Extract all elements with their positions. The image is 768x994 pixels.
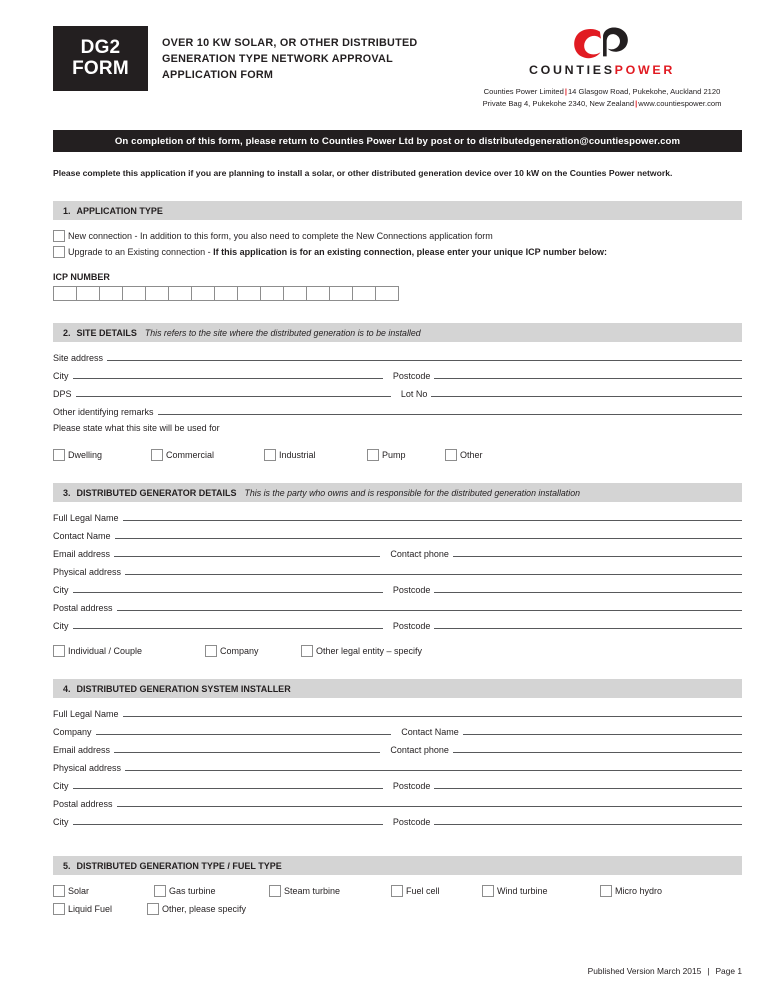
checkbox-label: Gas turbine (169, 886, 216, 897)
icp-cell[interactable] (237, 286, 261, 301)
checkbox-individual-couple[interactable] (53, 645, 65, 657)
page-footer (588, 966, 742, 976)
checkbox-label: Fuel cell (406, 886, 440, 897)
page-title: OVER 10 KW SOLAR, OR OTHER DISTRIBUTED GENERATION TYPE NETWORK APPROVAL APPLICATION FORM (162, 37, 418, 81)
checkbox-option[interactable] (53, 645, 205, 657)
field-label: Full Legal Name (53, 709, 119, 720)
checkbox-liquid-fuel[interactable] (53, 903, 65, 915)
icp-cell[interactable] (260, 286, 284, 301)
generator-detail-row (53, 548, 742, 566)
checkbox-option[interactable] (151, 449, 264, 461)
option-new-connection-label: New connection - In addition to this form, you also need to complete the New Connections application form (68, 231, 493, 242)
generator-detail-row (53, 620, 742, 638)
field-label: Site address (53, 353, 104, 364)
generator-detail-row (53, 584, 742, 602)
checkbox-label: Liquid Fuel (68, 904, 113, 915)
checkbox-option[interactable] (445, 449, 483, 461)
option-upgrade-connection[interactable] (53, 246, 742, 260)
field-input-other-identifying-remarks[interactable] (158, 406, 742, 415)
installer-detail-row (53, 726, 742, 744)
field-input-city[interactable] (73, 370, 383, 379)
company-address (462, 86, 742, 110)
website-url[interactable]: www.countiespower.com (638, 99, 722, 109)
field-input-city[interactable] (73, 780, 383, 789)
section-1-body (53, 220, 742, 301)
checkbox-wind-turbine[interactable] (482, 885, 494, 897)
postal-address: Private Bag 4, Pukekohe 2340, New Zealand (482, 99, 635, 109)
field-label: City (53, 781, 69, 792)
section-2-body (53, 342, 742, 461)
checkbox-label: Individual / Couple (68, 646, 143, 657)
generator-detail-row (53, 512, 742, 530)
street-address: 14 Glasgow Road, Pukekohe, Auckland 2120 (567, 87, 721, 97)
form-code-line2: FORM (72, 57, 129, 79)
field-input-company[interactable] (96, 726, 392, 735)
wordmark-counties: COUNTIES (529, 63, 615, 77)
footer-separator-icon: | (707, 966, 710, 976)
section-2-name: SITE DETAILS (76, 327, 137, 338)
checkbox-label: Other, please specify (162, 904, 247, 915)
section-2-number: 2. (63, 327, 71, 338)
checkbox-pump[interactable] (367, 449, 379, 461)
section-3-number: 3. (63, 487, 71, 498)
field-input-postcode[interactable] (434, 370, 742, 379)
section-3-name: DISTRIBUTED GENERATOR DETAILS (76, 487, 237, 498)
field-label: Contact phone (390, 745, 449, 756)
checkbox-label: Micro hydro (615, 886, 663, 897)
field-label: Email address (53, 549, 111, 560)
installer-fields (53, 708, 742, 834)
icp-number-input[interactable] (53, 286, 742, 301)
checkbox-label: Commercial (166, 450, 215, 461)
icp-cell[interactable] (99, 286, 123, 301)
company-address-line2 (462, 98, 742, 110)
section-1-name: APPLICATION TYPE (76, 205, 163, 216)
form-code-line1: DG2 (80, 37, 121, 59)
company-address-line1 (462, 86, 742, 98)
checkbox-upgrade-connection[interactable] (53, 246, 65, 258)
icp-cell[interactable] (283, 286, 307, 301)
field-label: City (53, 817, 69, 828)
field-input-city[interactable] (73, 816, 383, 825)
option-upgrade-label-bold: If this application is for an existing connection, please enter your unique ICP number below: (213, 246, 607, 257)
checkbox-option[interactable] (205, 645, 301, 657)
field-input-postal-address[interactable] (117, 798, 742, 807)
installer-detail-row (53, 762, 742, 780)
checkbox-option[interactable] (367, 449, 445, 461)
checkbox-label: Solar (68, 886, 90, 897)
checkbox-label: Company (220, 646, 259, 657)
field-label: City (53, 585, 69, 596)
field-input-city[interactable] (73, 620, 383, 629)
field-label: Postcode (392, 817, 431, 828)
field-input-contact-phone[interactable] (453, 548, 742, 557)
section-2-note: This refers to the site where the distributed generation is to be installed (144, 327, 421, 338)
checkbox-label: Wind turbine (497, 886, 548, 897)
field-label: Lot No (400, 389, 428, 400)
field-label: Physical address (53, 567, 122, 578)
field-input-contact-name[interactable] (115, 530, 742, 539)
page-header (0, 0, 768, 120)
option-new-connection[interactable] (53, 230, 742, 244)
site-usage-options (53, 449, 742, 461)
counties-power-logo (462, 26, 742, 76)
icp-cell[interactable] (214, 286, 238, 301)
section-5-body (53, 875, 742, 915)
return-instructions-banner: On completion of this form, please return to Counties Power Ltd by post or to distributedgeneration@countiespower.com (53, 130, 742, 152)
checkbox-micro-hydro[interactable] (600, 885, 612, 897)
checkbox-option[interactable] (154, 885, 269, 897)
icp-cell[interactable] (306, 286, 330, 301)
fuel-type-options-row1 (53, 885, 742, 897)
wordmark-power: POWER (614, 63, 675, 77)
intro-text: Please complete this application if you are planning to install a solar, or other distributed generation device over 10 kW on the Counties Power network. (53, 168, 673, 178)
section-header-generation-type (53, 856, 742, 875)
checkbox-commercial[interactable] (151, 449, 163, 461)
checkbox-option[interactable] (301, 645, 422, 657)
checkbox-industrial[interactable] (264, 449, 276, 461)
field-input-email-address[interactable] (114, 744, 380, 753)
section-4-name: DISTRIBUTED GENERATION SYSTEM INSTALLER (76, 683, 291, 694)
fuel-type-options-row2 (53, 903, 742, 915)
field-input-full-legal-name[interactable] (123, 512, 742, 521)
checkbox-option[interactable] (482, 885, 600, 897)
field-label: Postcode (392, 621, 431, 632)
checkbox-label: Steam turbine (284, 886, 341, 897)
section-header-site-details (53, 323, 742, 342)
generator-detail-row (53, 530, 742, 548)
footer-version: Published Version March 2015 (587, 966, 702, 976)
field-label: Postal address (53, 603, 113, 614)
generator-detail-row (53, 602, 742, 620)
site-usage-prompt: Please state what this site will be used for (53, 423, 220, 434)
checkbox-label: Industrial (279, 450, 316, 461)
checkbox-label: Pump (382, 450, 406, 461)
checkbox-steam-turbine[interactable] (269, 885, 281, 897)
field-input-postcode[interactable] (434, 816, 742, 825)
field-label: Other identifying remarks (53, 407, 154, 418)
field-label: Contact phone (390, 549, 449, 560)
checkbox-option[interactable] (600, 885, 662, 897)
field-input-full-legal-name[interactable] (123, 708, 742, 717)
icp-cell[interactable] (329, 286, 353, 301)
field-label: Postcode (392, 371, 431, 382)
checkbox-label: Other legal entity – specify (316, 646, 423, 657)
field-input-postcode[interactable] (434, 584, 742, 593)
installer-detail-row (53, 780, 742, 798)
checkbox-new-connection[interactable] (53, 230, 65, 242)
field-label: Full Legal Name (53, 513, 119, 524)
installer-detail-row (53, 798, 742, 816)
generator-detail-row (53, 566, 742, 584)
checkbox-label: Dwelling (68, 450, 103, 461)
field-label: Contact Name (53, 531, 111, 542)
checkbox-label: Other (460, 450, 483, 461)
site-detail-row (53, 406, 742, 424)
field-input-site-address[interactable] (107, 352, 742, 361)
section-3-note: This is the party who owns and is responsible for the distributed generation installation (244, 487, 580, 498)
site-detail-row (53, 388, 742, 406)
company-name: Counties Power Limited (483, 87, 564, 97)
checkbox-other-legal-entity-specify[interactable] (301, 645, 313, 657)
section-header-application-type (53, 201, 742, 220)
field-input-physical-address[interactable] (125, 566, 742, 575)
section-3-body (53, 502, 742, 657)
section-1-number: 1. (63, 205, 71, 216)
field-label: City (53, 371, 69, 382)
icp-cell[interactable] (191, 286, 215, 301)
checkbox-option[interactable] (269, 885, 391, 897)
checkbox-option[interactable] (53, 903, 147, 915)
checkbox-option[interactable] (391, 885, 482, 897)
section-4-body (53, 698, 742, 834)
field-label: Contact Name (401, 727, 459, 738)
generator-entity-options (53, 645, 742, 657)
field-input-lot-no[interactable] (431, 388, 742, 397)
checkbox-option[interactable] (53, 449, 151, 461)
checkbox-other-please-specify[interactable] (147, 903, 159, 915)
address-separator-icon-2: | (635, 99, 638, 109)
icp-cell[interactable] (352, 286, 376, 301)
field-label: Postal address (53, 799, 113, 810)
section-header-system-installer (53, 679, 742, 698)
counties-power-logo-icon (571, 26, 633, 62)
installer-detail-row (53, 708, 742, 726)
field-label: DPS (53, 389, 72, 400)
site-detail-row (53, 352, 742, 370)
checkbox-option[interactable] (147, 903, 246, 915)
section-5-number: 5. (63, 860, 71, 871)
icp-cell[interactable] (145, 286, 169, 301)
footer-page-number: Page 1 (715, 966, 742, 976)
form-code-badge (53, 26, 148, 91)
icp-cell[interactable] (53, 286, 77, 301)
field-input-postcode[interactable] (434, 780, 742, 789)
generator-details-fields (53, 512, 742, 638)
checkbox-fuel-cell[interactable] (391, 885, 403, 897)
brand-block (462, 26, 742, 110)
field-input-contact-phone[interactable] (453, 744, 742, 753)
field-label: Company (53, 727, 92, 738)
field-label: Postcode (392, 585, 431, 596)
field-label: Email address (53, 745, 111, 756)
address-separator-icon: | (564, 87, 567, 97)
field-input-postal-address[interactable] (117, 602, 742, 611)
field-label: Postcode (392, 781, 431, 792)
site-details-fields (53, 352, 742, 424)
section-header-generator-details (53, 483, 742, 502)
checkbox-option[interactable] (264, 449, 367, 461)
checkbox-gas-turbine[interactable] (154, 885, 166, 897)
field-label: Physical address (53, 763, 122, 774)
field-input-city[interactable] (73, 584, 383, 593)
installer-detail-row (53, 744, 742, 762)
section-4-number: 4. (63, 683, 71, 694)
checkbox-other[interactable] (445, 449, 457, 461)
checkbox-option[interactable] (53, 885, 154, 897)
icp-cell[interactable] (375, 286, 399, 301)
icp-cell[interactable] (122, 286, 146, 301)
field-input-dps[interactable] (76, 388, 391, 397)
counties-power-wordmark (529, 64, 675, 76)
section-5-name: DISTRIBUTED GENERATION TYPE / FUEL TYPE (76, 860, 282, 871)
icp-cell[interactable] (76, 286, 100, 301)
checkbox-company[interactable] (205, 645, 217, 657)
field-input-physical-address[interactable] (125, 762, 742, 771)
field-input-postcode[interactable] (434, 620, 742, 629)
icp-number-label: ICP NUMBER (53, 272, 110, 283)
checkbox-dwelling[interactable] (53, 449, 65, 461)
installer-detail-row (53, 816, 742, 834)
field-label: City (53, 621, 69, 632)
field-input-contact-name[interactable] (463, 726, 742, 735)
option-upgrade-label: Upgrade to an Existing connection - (68, 246, 214, 257)
icp-cell[interactable] (168, 286, 192, 301)
checkbox-solar[interactable] (53, 885, 65, 897)
field-input-email-address[interactable] (114, 548, 380, 557)
form-content (0, 201, 768, 915)
site-detail-row (53, 370, 742, 388)
